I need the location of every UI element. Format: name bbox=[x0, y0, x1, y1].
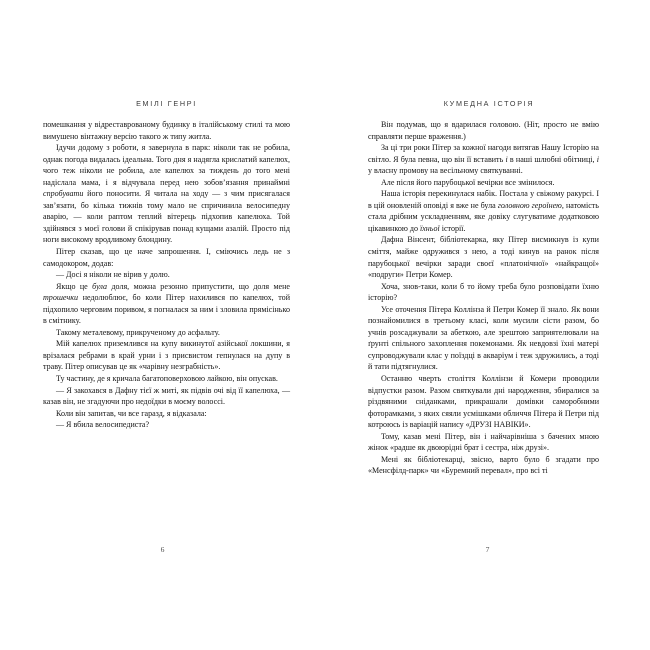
paragraph: Але після його парубоцької вечірки все змінилося. bbox=[381, 177, 555, 187]
paragraph: Хоча, знов-таки, коли б то йому треба було розповідати їхню історію? bbox=[368, 281, 599, 303]
paragraph: — Я закохався в Дафну тієї ж миті, як підвів очі від її капелюха, — казав він, не згадуючи про недоїдки в моєму волоссі. bbox=[43, 385, 290, 407]
running-head-author: ЕМІЛІ ГЕНРІ bbox=[136, 99, 197, 108]
paragraph: Дафна Вінсент, бібліотекарка, яку Пітер висмикнув із купи сміття, майже одружився з нею, а тоді кинув на ранок після парубоцької вечірки заради своєї «платонічної» «найкращої» «подруги» Петри Комер. bbox=[368, 235, 599, 280]
paragraph: Він подумав, що я вдарилася головою. (Ніт, просто не вмію справляти перше враження.) bbox=[368, 120, 599, 141]
paragraph: Останню чверть століття Коллінзи й Комери проводили відпустки разом. Разом святкували дні народження, збиралися за різдвяними сніданками, прикрашали домівки саморобними фоторамками, з яких сяяли усмішками обличчя Пітера й Петри під котроюсь із варіацій напису «ДРУЗІ НАВІКИ». bbox=[368, 374, 599, 430]
paragraph: Тому, казав мені Пітер, він і найчарівніша з бачених мною жінок «радше як двоюрідні брат і сестра, ніж друзі». bbox=[368, 431, 599, 453]
left-page-text-block bbox=[43, 119, 290, 431]
page-right bbox=[325, 0, 650, 650]
paragraph: — Я вбила велосипедиста? bbox=[56, 420, 150, 430]
paragraph: Такому металевому, прикрученому до асфальту. bbox=[56, 327, 220, 337]
paragraph: помешкання у відреставрованому будинку в італійському стилі та мою вимушено вінтажну версію такого ж типу житла. bbox=[43, 120, 290, 141]
paragraph: Якщо це була доля, можна резонно припустити, що доля мене трошечки недолюблює, бо коли Пітер нахилився по капелюх, той підхопило черговим поривом, я погналася за ним і зловила прямісінько в смітнику. bbox=[43, 281, 290, 326]
running-head-title: КУМЕДНА ІСТОРІЯ bbox=[443, 99, 535, 108]
right-page-text-block bbox=[368, 119, 599, 477]
paragraph: Ідучи додому з роботи, я завернула в парк: ніколи так не робила, однак погода видалась ідеальна. Того дня я надягла крислатий капелюх, чого теж ніколи не робила, але капелюх за тиждень до того мені надіслала мама, і я відчувала перед нею зобов’язання принаймні спробувати його поносити. Я читала на ходу — з чим присягалася зав’язати, бо кілька тижнів тому мало не спричинила велосипедну аварію, — коли раптом теплий вітерець підхопив капелюха. Той здійнявся з моєї голови й спікірував понад кущами азалій. Просто під ноги високому вродливому блондину. bbox=[43, 143, 290, 245]
page-number-left: 6 bbox=[160, 545, 165, 554]
paragraph: Ту частину, де я кричала багатоповерховою лайкою, він опускав. bbox=[56, 374, 278, 384]
paragraph: — Досі я ніколи не вірив у долю. bbox=[56, 270, 170, 280]
paragraph: Наша історія перекинулася набік. Постала у свіжому ракурсі. І в цій оновленій оповіді я вже не була головною героїнею, натомість стала дрібним ускладненням, яке довіку слугуватиме додатковою цікавинкою до їхньої історії. bbox=[368, 189, 599, 233]
paragraph: Пітер сказав, що це наче запрошення. І, сміючись ледь не з самодокором, додав: bbox=[43, 247, 290, 268]
paragraph: Усе оточення Пітера Коллінза й Петри Комер її знало. Як вони познайомилися в третьому класі, коли мусили сісти разом, бо учнів розсаджували за абеткою, але зрештою заприятелювали на ґрунті спільного захоплення покемонами. Як невдовзі їхні матері супроводжували клас у поїздці в акваріум і теж здружились, а тоді й тати підтягнулися. bbox=[368, 304, 599, 372]
paragraph: Мій капелюх приземлився на купу викинутої азійської локшини, я врізалася ребрами в край урни і з присвистом гепнулася на дупу в траву. Пітер описував це як «чарівну незграбність». bbox=[43, 339, 290, 372]
paragraph: Мені як бібліотекарці, звісно, варто було б згадати про «Менсфілд-парк» чи «Буремний перевал», про всі ті bbox=[368, 454, 599, 476]
paragraph: За ці три роки Пітер за кожної нагоди витягав Нашу Історію на світло. Я була певна, що він її вставить і в наші шлюбні обітниці, і у власну промову на весільному святкуванні. bbox=[368, 143, 599, 176]
page-number-right: 7 bbox=[485, 545, 490, 554]
paragraph: Коли він запитав, чи все гаразд, я відказала: bbox=[56, 408, 207, 418]
